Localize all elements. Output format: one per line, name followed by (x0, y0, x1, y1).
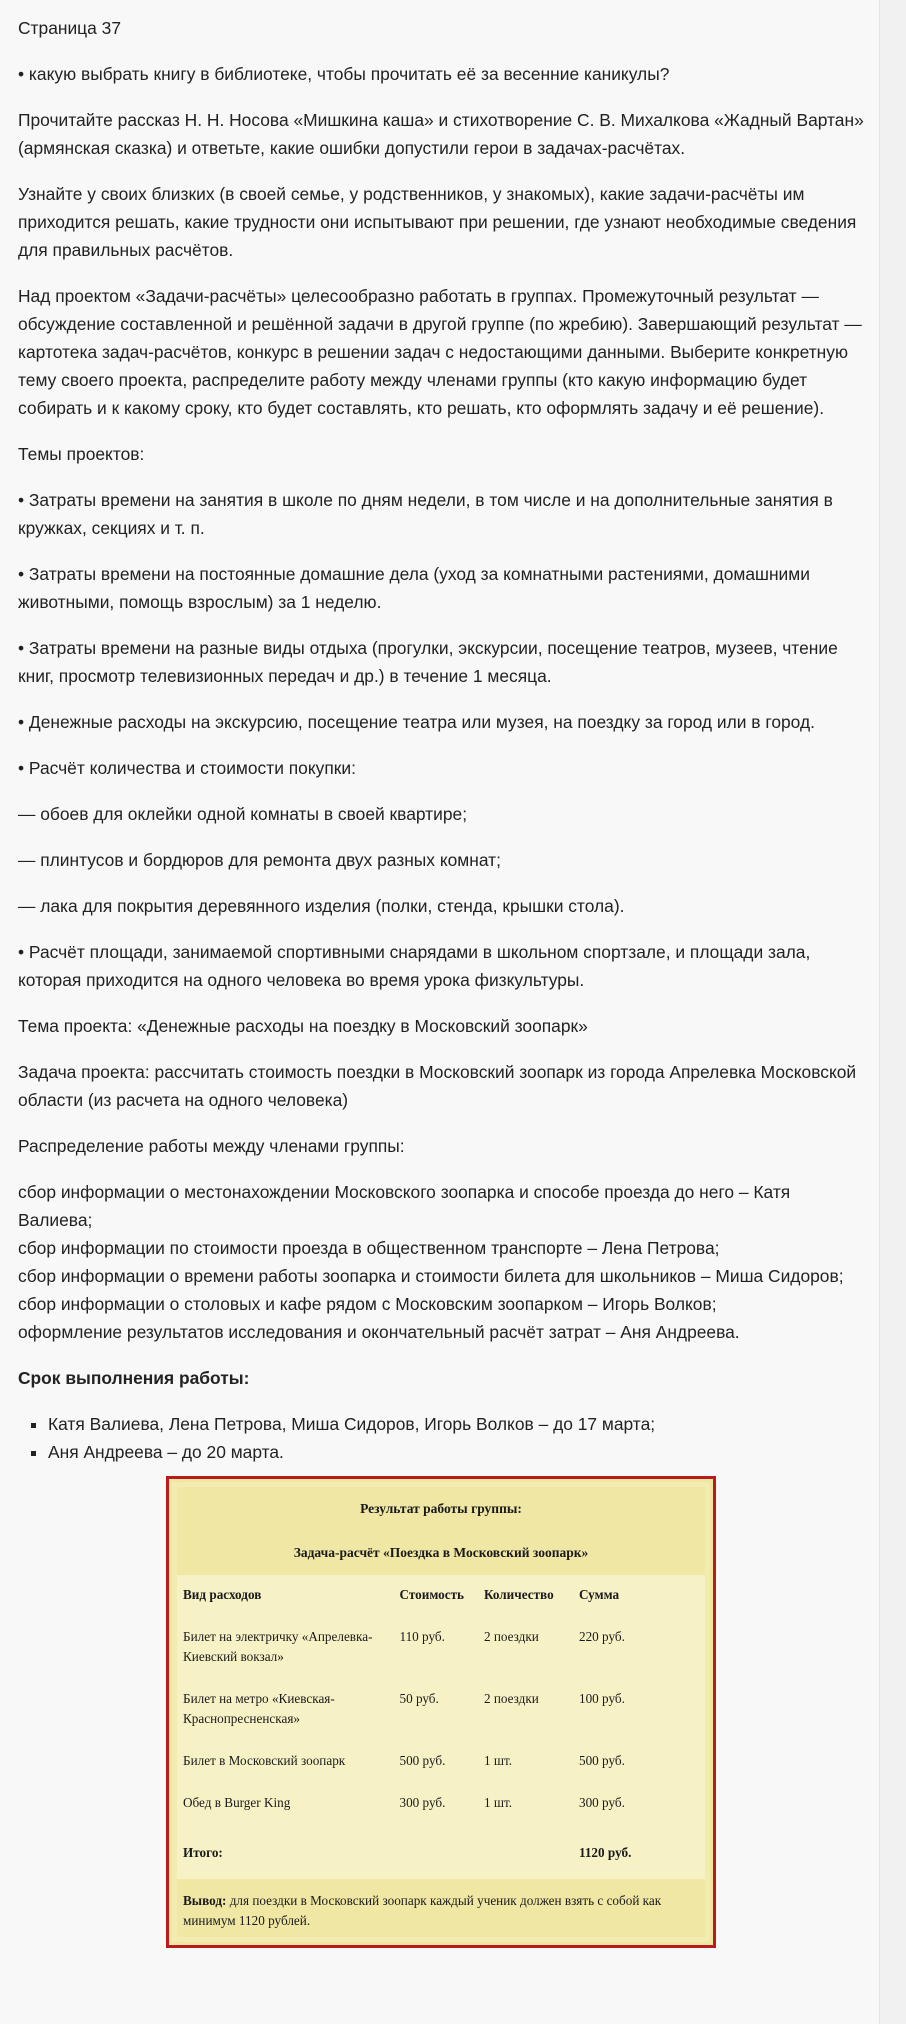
deadline-list (18, 1410, 868, 1466)
table-cell: 1 шт. (483, 1753, 513, 1768)
list-item: ▪ Аня Андреева – до 20 марта. (48, 1438, 868, 1466)
column-header: Вид расходов (183, 1587, 262, 1602)
paragraph: Темы проектов: (18, 444, 145, 464)
paragraph: Над проектом «Задачи-расчёты» целесообразно работать в группах. Промежуточный результат — обсуждение составленной и решённой задачи в другой группе (по жребию). Завершающий результат — картотека задач-расчётов, конкурс в решении задач с недостающими данными. Выберите конкретную тему своего проекта, распределите работу между членами группы (кто какую информацию будет собирать и к какому сроку, кто будет составлять, кто решать, кто оформлять задачу и её решение). (18, 286, 862, 418)
total-value: 1120 руб. (578, 1845, 632, 1860)
paragraph: • Расчёт площади, занимаемой спортивными снарядами в школьном спортзале, и площади зала, которая приходится на одного человека во время урока физкультуры. (18, 942, 811, 990)
paragraph: Задача проекта: рассчитать стоимость поездки в Московский зоопарк из города Апрелевка Московской области (из расчета на одного человека) (18, 1062, 857, 1110)
assignment-line: оформление результатов исследования и окончательный расчёт затрат – Аня Андреева. (18, 1322, 740, 1342)
assignment-line: сбор информации о времени работы зоопарка и стоимости билета для школьников – Миша Сидоров; (18, 1266, 844, 1286)
table-cell: 50 руб. (399, 1691, 439, 1706)
conclusion (177, 1879, 705, 1937)
paragraph: • Затраты времени на разные виды отдыха (прогулки, экскурсии, посещение театров, музеев, чтение книг, просмотр телевизионных передач и др.) в течение 1 месяца. (18, 638, 838, 686)
conclusion-label: Вывод: (183, 1893, 227, 1908)
paragraph: • какую выбрать книгу в библиотеке, чтобы прочитать её за весенние каникулы? (18, 64, 670, 84)
table-cell: 2 поездки (483, 1691, 539, 1706)
deadline-title: Срок выполнения работы: (18, 1368, 250, 1388)
paragraph: • Денежные расходы на экскурсию, посещение театра или музея, на поездку за город или в город. (18, 712, 815, 732)
table-cell: Билет на электричку «Апрелевка-Киевский вокзал» (183, 1629, 373, 1664)
result-box (166, 1476, 716, 1948)
paragraph: Тема проекта: «Денежные расходы на поездку в Московский зоопарк» (18, 1016, 588, 1036)
table-header-row (177, 1575, 705, 1617)
result-title: Результат работы группы: (177, 1487, 705, 1533)
table-cell (478, 1825, 573, 1879)
paragraph: • Затраты времени на постоянные домашние дела (уход за комнатными растениями, домашними животными, помощь взрослым) за 1 неделю. (18, 564, 810, 612)
table-row (177, 1741, 705, 1783)
column-header: Количество (483, 1587, 554, 1602)
paragraph: Узнайте у своих близких (в своей семье, у родственников, у знакомых), какие задачи-расчёты им приходится решать, какие трудности они испытывают при решении, где узнают необходимые сведения для правильных расчётов. (18, 184, 857, 260)
paragraph: • Расчёт количества и стоимости покупки: (18, 758, 356, 778)
assignment-line: сбор информации о столовых и кафе рядом с Московским зоопарком – Игорь Волков; (18, 1294, 717, 1314)
table-cell: 100 руб. (578, 1691, 625, 1706)
table-row (177, 1783, 705, 1825)
paragraph: • Затраты времени на занятия в школе по дням недели, в том числе и на дополнительные занятия в кружках, секциях и т. п. (18, 490, 833, 538)
total-row (177, 1825, 705, 1879)
column-header: Стоимость (399, 1587, 465, 1602)
page-label: Страница 37 (18, 18, 121, 38)
table-cell: 2 поездки (483, 1629, 539, 1644)
table-cell: 500 руб. (399, 1753, 446, 1768)
result-box-inner (177, 1487, 705, 1937)
list-item: ▪ Катя Валиева, Лена Петрова, Миша Сидоров, Игорь Волков – до 17 марта; (48, 1410, 868, 1438)
table-cell: Билет в Московский зоопарк (183, 1753, 346, 1768)
assignment-line: сбор информации о местонахождении Московского зоопарка и способе проезда до него – Катя Валиева; (18, 1182, 791, 1230)
column-header: Сумма (578, 1587, 620, 1602)
table-row (177, 1617, 705, 1679)
table-cell (393, 1825, 477, 1879)
assignment-line: сбор информации по стоимости проезда в общественном транспорте – Лена Петрова; (18, 1238, 720, 1258)
conclusion-text: для поездки в Московский зоопарк каждый ученик должен взять с собой как минимум 1120 рублей. (183, 1893, 662, 1928)
table-row (177, 1679, 705, 1741)
table-cell: 300 руб. (399, 1795, 446, 1810)
paragraph: — лака для покрытия деревянного изделия (полки, стенда, крышки стола). (18, 896, 625, 916)
table-cell: 220 руб. (578, 1629, 625, 1644)
result-subtitle: Задача-расчёт «Поездка в Московский зоопарк» (177, 1533, 705, 1575)
scrollbar[interactable] (879, 0, 906, 2024)
table-cell: 500 руб. (578, 1753, 625, 1768)
expense-table (177, 1575, 705, 1879)
table-cell: 1 шт. (483, 1795, 513, 1810)
paragraph: Распределение работы между членами группы: (18, 1136, 405, 1156)
table-cell: 300 руб. (578, 1795, 625, 1810)
table-cell: 110 руб. (399, 1629, 445, 1644)
paragraph: Прочитайте рассказ Н. Н. Носова «Мишкина каша» и стихотворение С. В. Михалкова «Жадный Вартан» (армянская сказка) и ответьте, какие ошибки допустили герои в задачах-расчётах. (18, 110, 864, 158)
table-cell: Билет на метро «Киевская-Краснопресненская» (183, 1691, 335, 1726)
paragraph: — обоев для оклейки одной комнаты в своей квартире; (18, 804, 468, 824)
article-content (18, 14, 868, 1948)
table-cell: Обед в Burger King (183, 1795, 291, 1810)
paragraph: — плинтусов и бордюров для ремонта двух разных комнат; (18, 850, 501, 870)
total-label: Итого: (183, 1845, 223, 1860)
